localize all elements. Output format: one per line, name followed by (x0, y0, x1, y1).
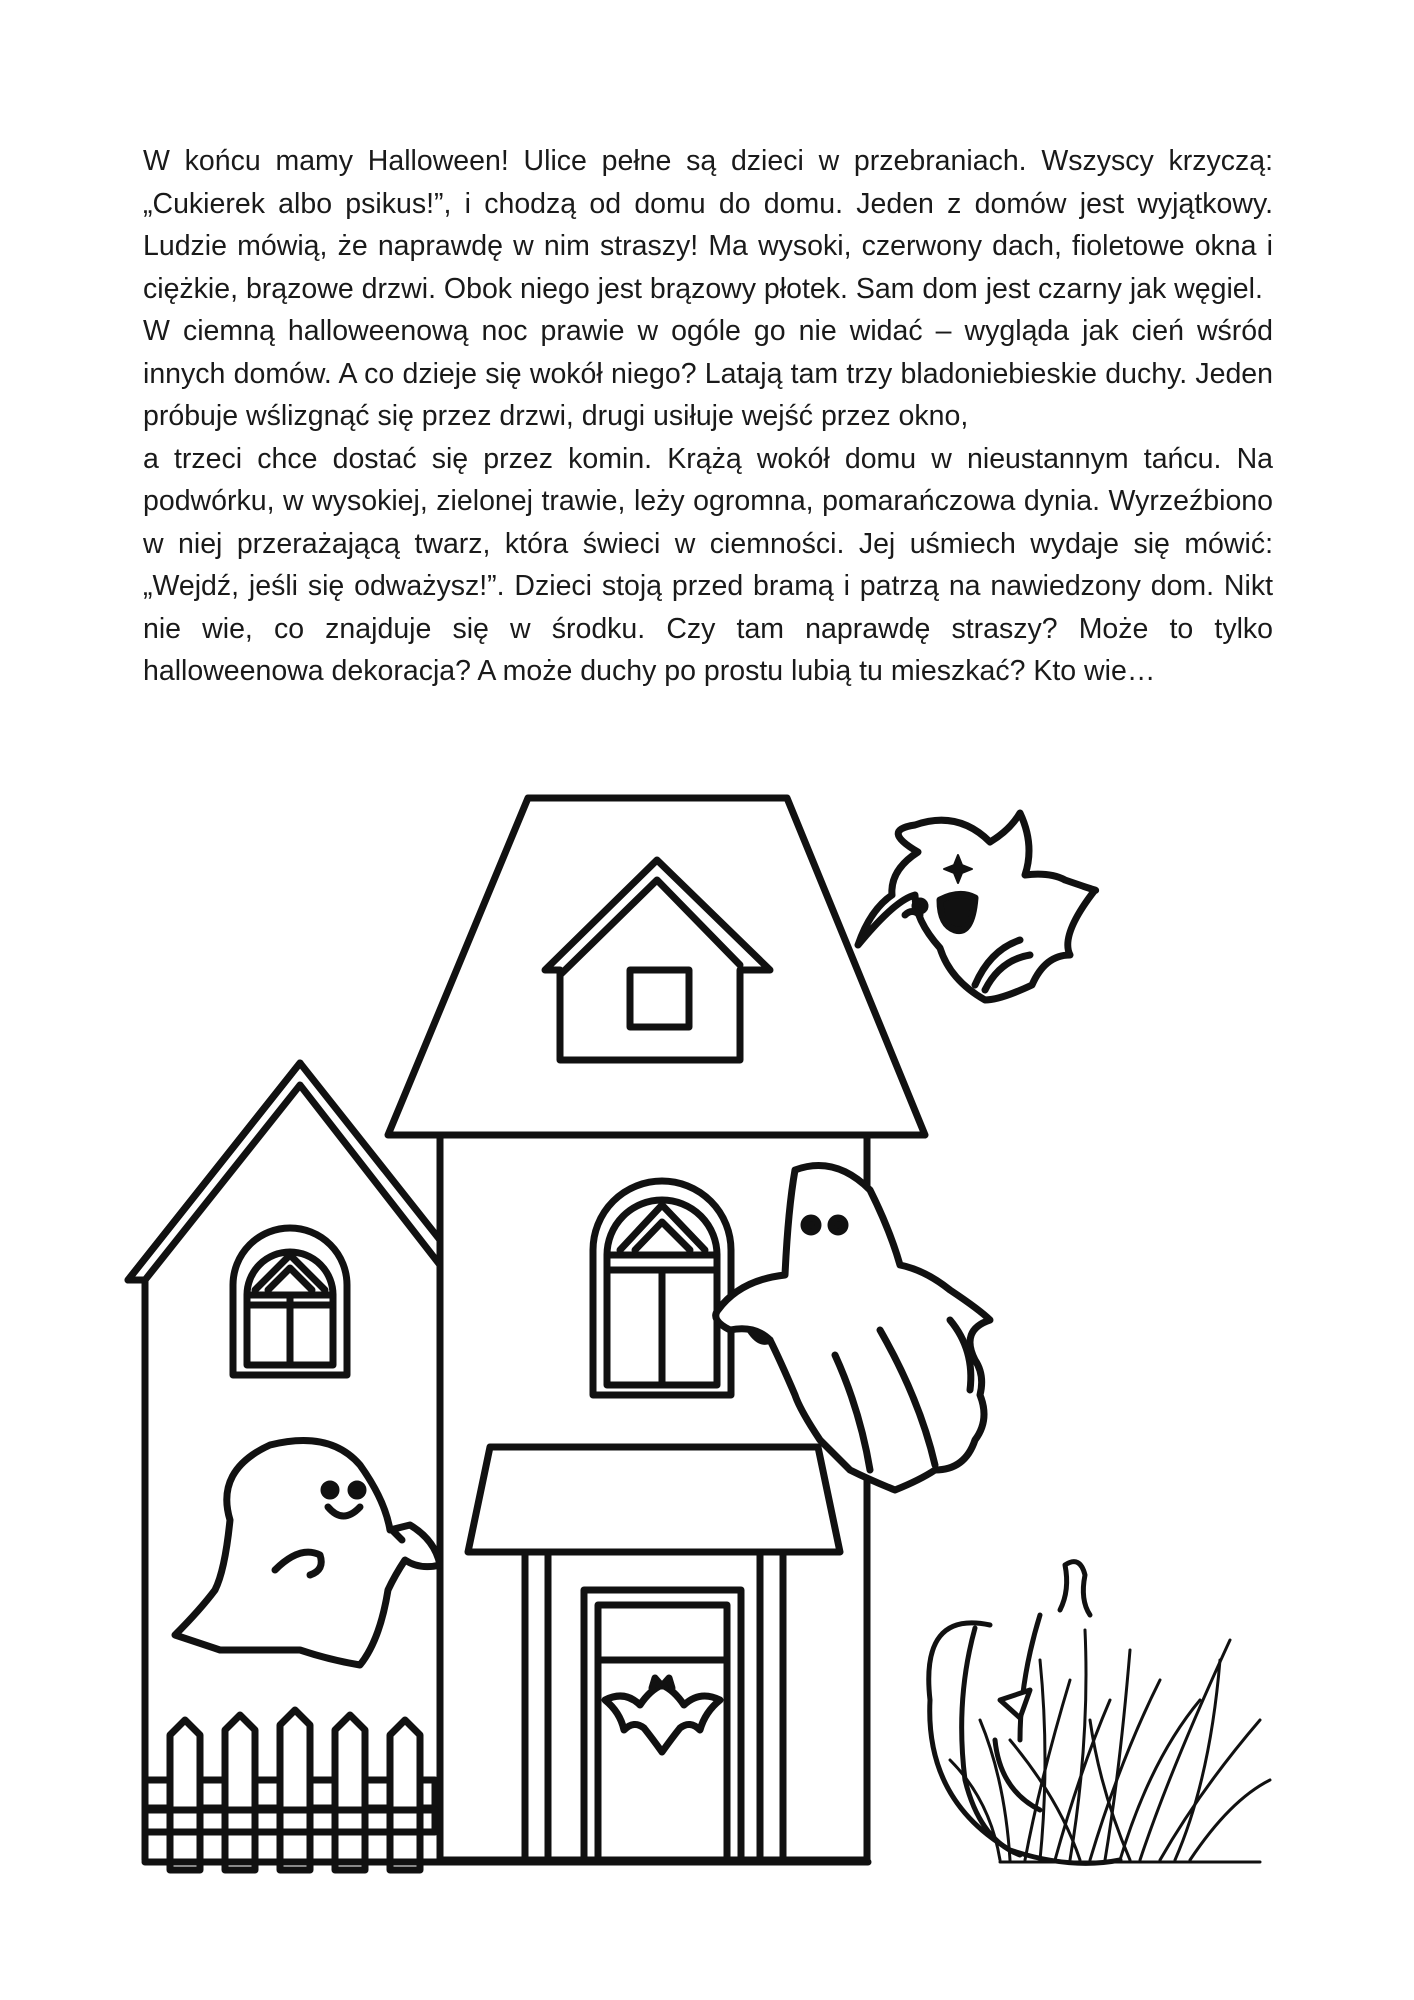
story-paragraph-2b: a trzeci chce dostać się przez komin. Krążą wokół domu w nieustannym tańcu. Na podwórku, w wysokiej, zielonej trawie, leży ogromna, pomarańczowa dynia. Wyrzeźbiono w niej przerażającą twarz, która świeci w ciemności. Jej uśmiech wydaje się mówić: „Wejdź, jeśli się odważysz!”. Dzieci stoją przed bramą i patrzą na nawiedzony dom. Nikt nie wie, co znajduje się w środku. Czy tam naprawdę straszy? Może to tylko halloweenowa dekoracja? A może duchy po prostu lubią tu mieszkać? Kto wie… (143, 442, 1273, 687)
flying-ghost-top (858, 813, 1096, 1000)
picket-fence (145, 1710, 435, 1870)
story-paragraph-1: W końcu mamy Halloween! Ulice pełne są dzieci w przebraniach. Wszyscy krzyczą: „Cukierek albo psikus!”, i chodzą od domu do domu. Jeden z domów jest wyjątkowy. Ludzie mówią, że naprawdę w nim straszy! Ma wysoki, czerwony dach, fioletowe okna i ciężkie, brązowe drzwi. Obok niego jest brązowy płotek. Sam dom jest czarny jak węgiel. (143, 145, 1273, 305)
story-paragraph-2a: W ciemną halloweenową noc prawie w ogóle go nie widać – wygląda jak cień wśród innych domów. A co dzieje się wokół niego? Latają tam trzy bladoniebieskie duchy. Jeden próbuje wślizgnąć się przez drzwi, drugi usiłuje wejść przez okno, (143, 315, 1273, 432)
pumpkin (929, 1562, 1120, 1864)
